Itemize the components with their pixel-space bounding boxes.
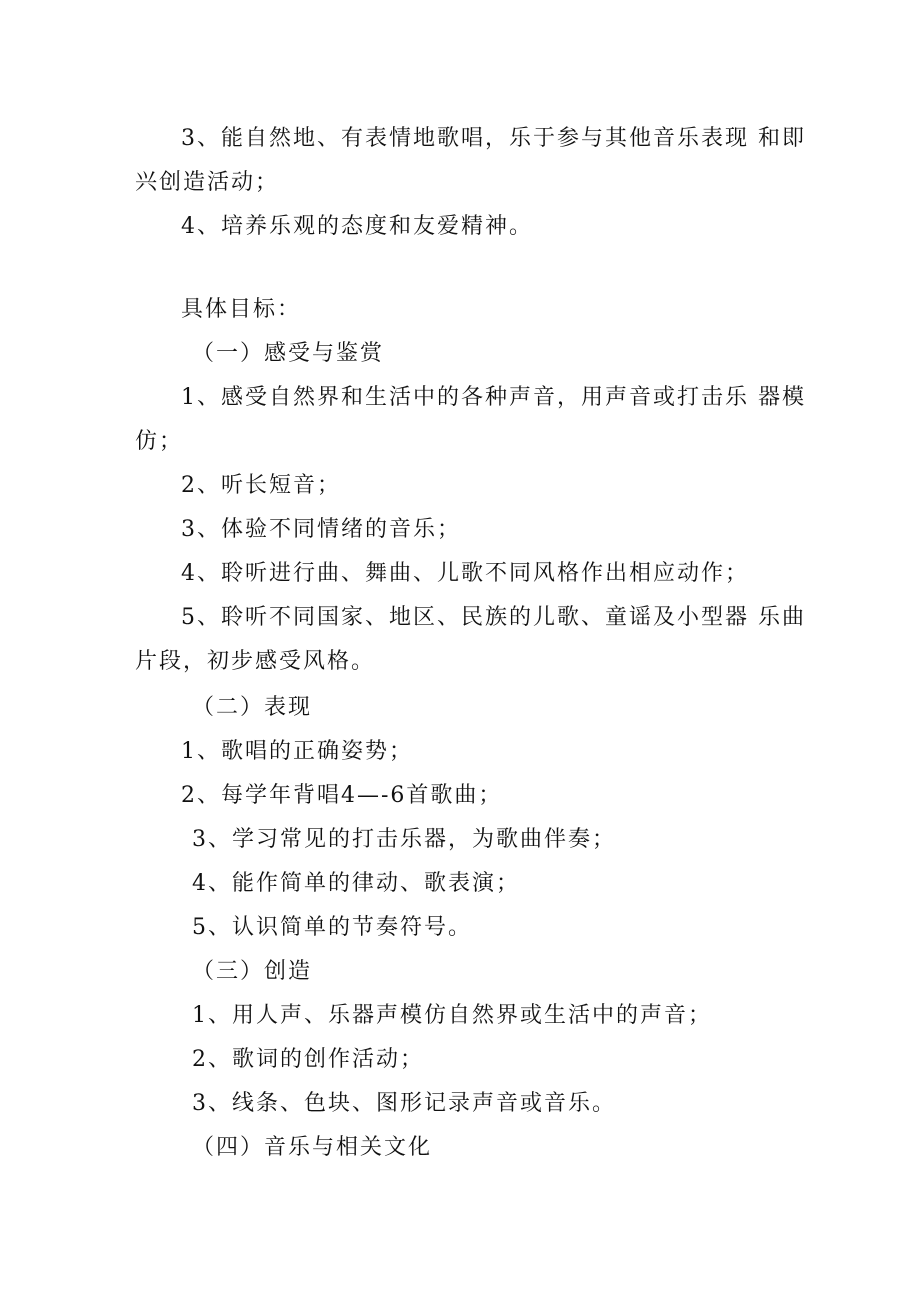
text-line: 4、聆听进行曲、舞曲、儿歌不同风格作出相应动作； xyxy=(181,561,749,586)
text-line: 5、聆听不同国家、地区、民族的儿歌、童谣及小型器 乐曲 xyxy=(181,605,806,630)
text-line: 2、每学年背唱4—-6首歌曲； xyxy=(181,783,503,808)
text-line: 5、认识简单的节奏符号。 xyxy=(192,915,472,940)
text-line: 片段，初步感受风格。 xyxy=(135,649,376,674)
text-line: 1、用人声、乐器声模仿自然界或生活中的声音； xyxy=(192,1003,712,1028)
text-line: 3、能自然地、有表情地歌唱，乐于参与其他音乐表现 和即 xyxy=(181,126,806,151)
text-line: 具体目标： xyxy=(181,297,302,322)
text-line: 4、培养乐观的态度和友爱精神。 xyxy=(181,214,533,239)
text-line: 4、能作简单的律动、歌表演； xyxy=(192,871,520,896)
text-line: 1、感受自然界和生活中的各种声音，用声音或打击乐 器模 xyxy=(181,385,806,410)
text-line: 3、学习常见的打击乐器，为歌曲伴奏； xyxy=(192,827,616,852)
text-line: 2、歌词的创作活动； xyxy=(192,1047,424,1072)
text-line: 兴创造活动； xyxy=(135,170,280,195)
section-heading: （三）创造 xyxy=(192,959,313,984)
text-line: 3、线条、色块、图形记录声音或音乐。 xyxy=(192,1091,616,1116)
text-line: 仿； xyxy=(135,429,184,454)
section-heading: （四）音乐与相关文化 xyxy=(192,1135,433,1160)
text-line: 3、体验不同情绪的音乐； xyxy=(181,517,461,542)
section-heading: （二）表现 xyxy=(192,695,313,720)
text-line: 1、歌唱的正确姿势； xyxy=(181,739,413,764)
text-line: 2、听长短音； xyxy=(181,473,341,498)
section-heading: （一）感受与鉴赏 xyxy=(192,341,385,366)
